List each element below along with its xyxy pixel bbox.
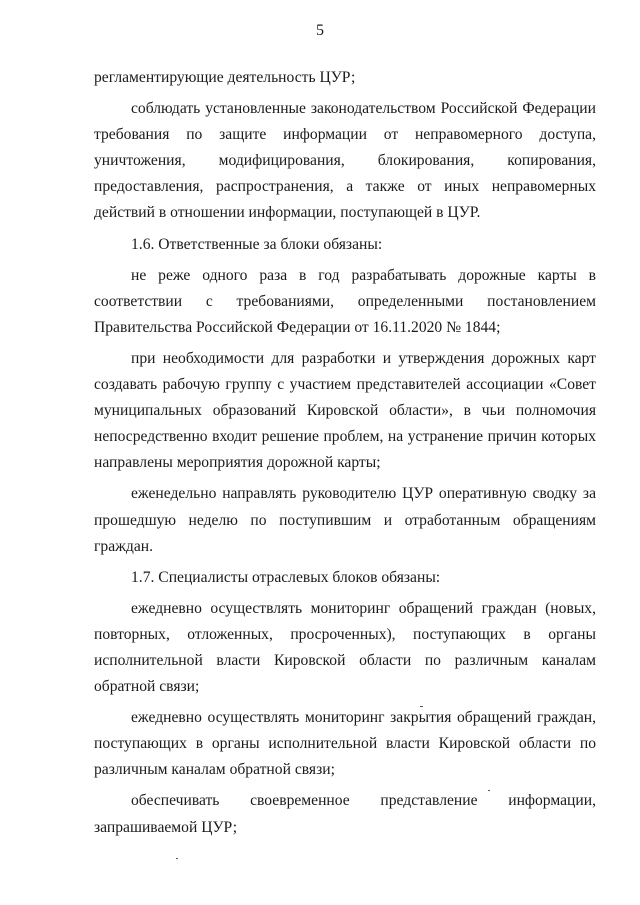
paragraph-roadmaps: не реже одного раза в год разрабатывать дорожные карты в соответствии с требованиями, определенными постановлением Правительства Российской Федерации от 16.11.2020 № 1844; [94, 266, 596, 336]
paragraph-closure-monitoring: ежедневно осуществлять мониторинг закрытия обращений граждан, поступающих в органы исполнительной власти Кировской области по различным каналам обратной связи; [94, 709, 596, 779]
paragraph-weekly-report: еженедельно направлять руководителю ЦУР оперативную сводку за прошедшую неделю по поступившим и отработанным обращениям граждан. [94, 485, 596, 555]
scan-speck [176, 858, 178, 859]
page-number: 5 [316, 22, 324, 39]
section-heading-1-6: 1.6. Ответственные за блоки обязаны: [131, 235, 383, 253]
scan-speck [488, 790, 490, 791]
paragraph-provide-information: обеспечивать своевременное представление информации, запрашиваемой ЦУР; [94, 792, 596, 836]
document-body [94, 65, 596, 846]
paragraph-daily-monitoring: ежедневно осуществлять мониторинг обращений граждан (новых, повторных, отложенных, просроченных), поступающих в органы исполнительной власти Кировской области по различным каналам обратной связи; [94, 599, 596, 696]
paragraph-continuation: регламентирующие деятельность ЦУР; [94, 69, 356, 86]
scan-speck [420, 706, 423, 707]
paragraph-working-group: при необходимости для разработки и утверждения дорожных карт создавать рабочую группу с участием представителей ассоциации «Совет муниципальных образований Кировской области», в чьи полномочия непосредственно входит решение проблем, на устранение причин которых направлены мероприятия дорожной карты; [94, 349, 596, 472]
section-heading-1-7: 1.7. Специалисты отраслевых блоков обязаны: [131, 568, 441, 586]
paragraph-protect-information: соблюдать установленные законодательством Российской Федерации требования по защите информации от неправомерного доступа, уничтожения, модифицирования, блокирования, копирования, предоставления, распространения, а также от иных неправомерных действий в отношении информации, поступающей в ЦУР. [94, 100, 596, 222]
